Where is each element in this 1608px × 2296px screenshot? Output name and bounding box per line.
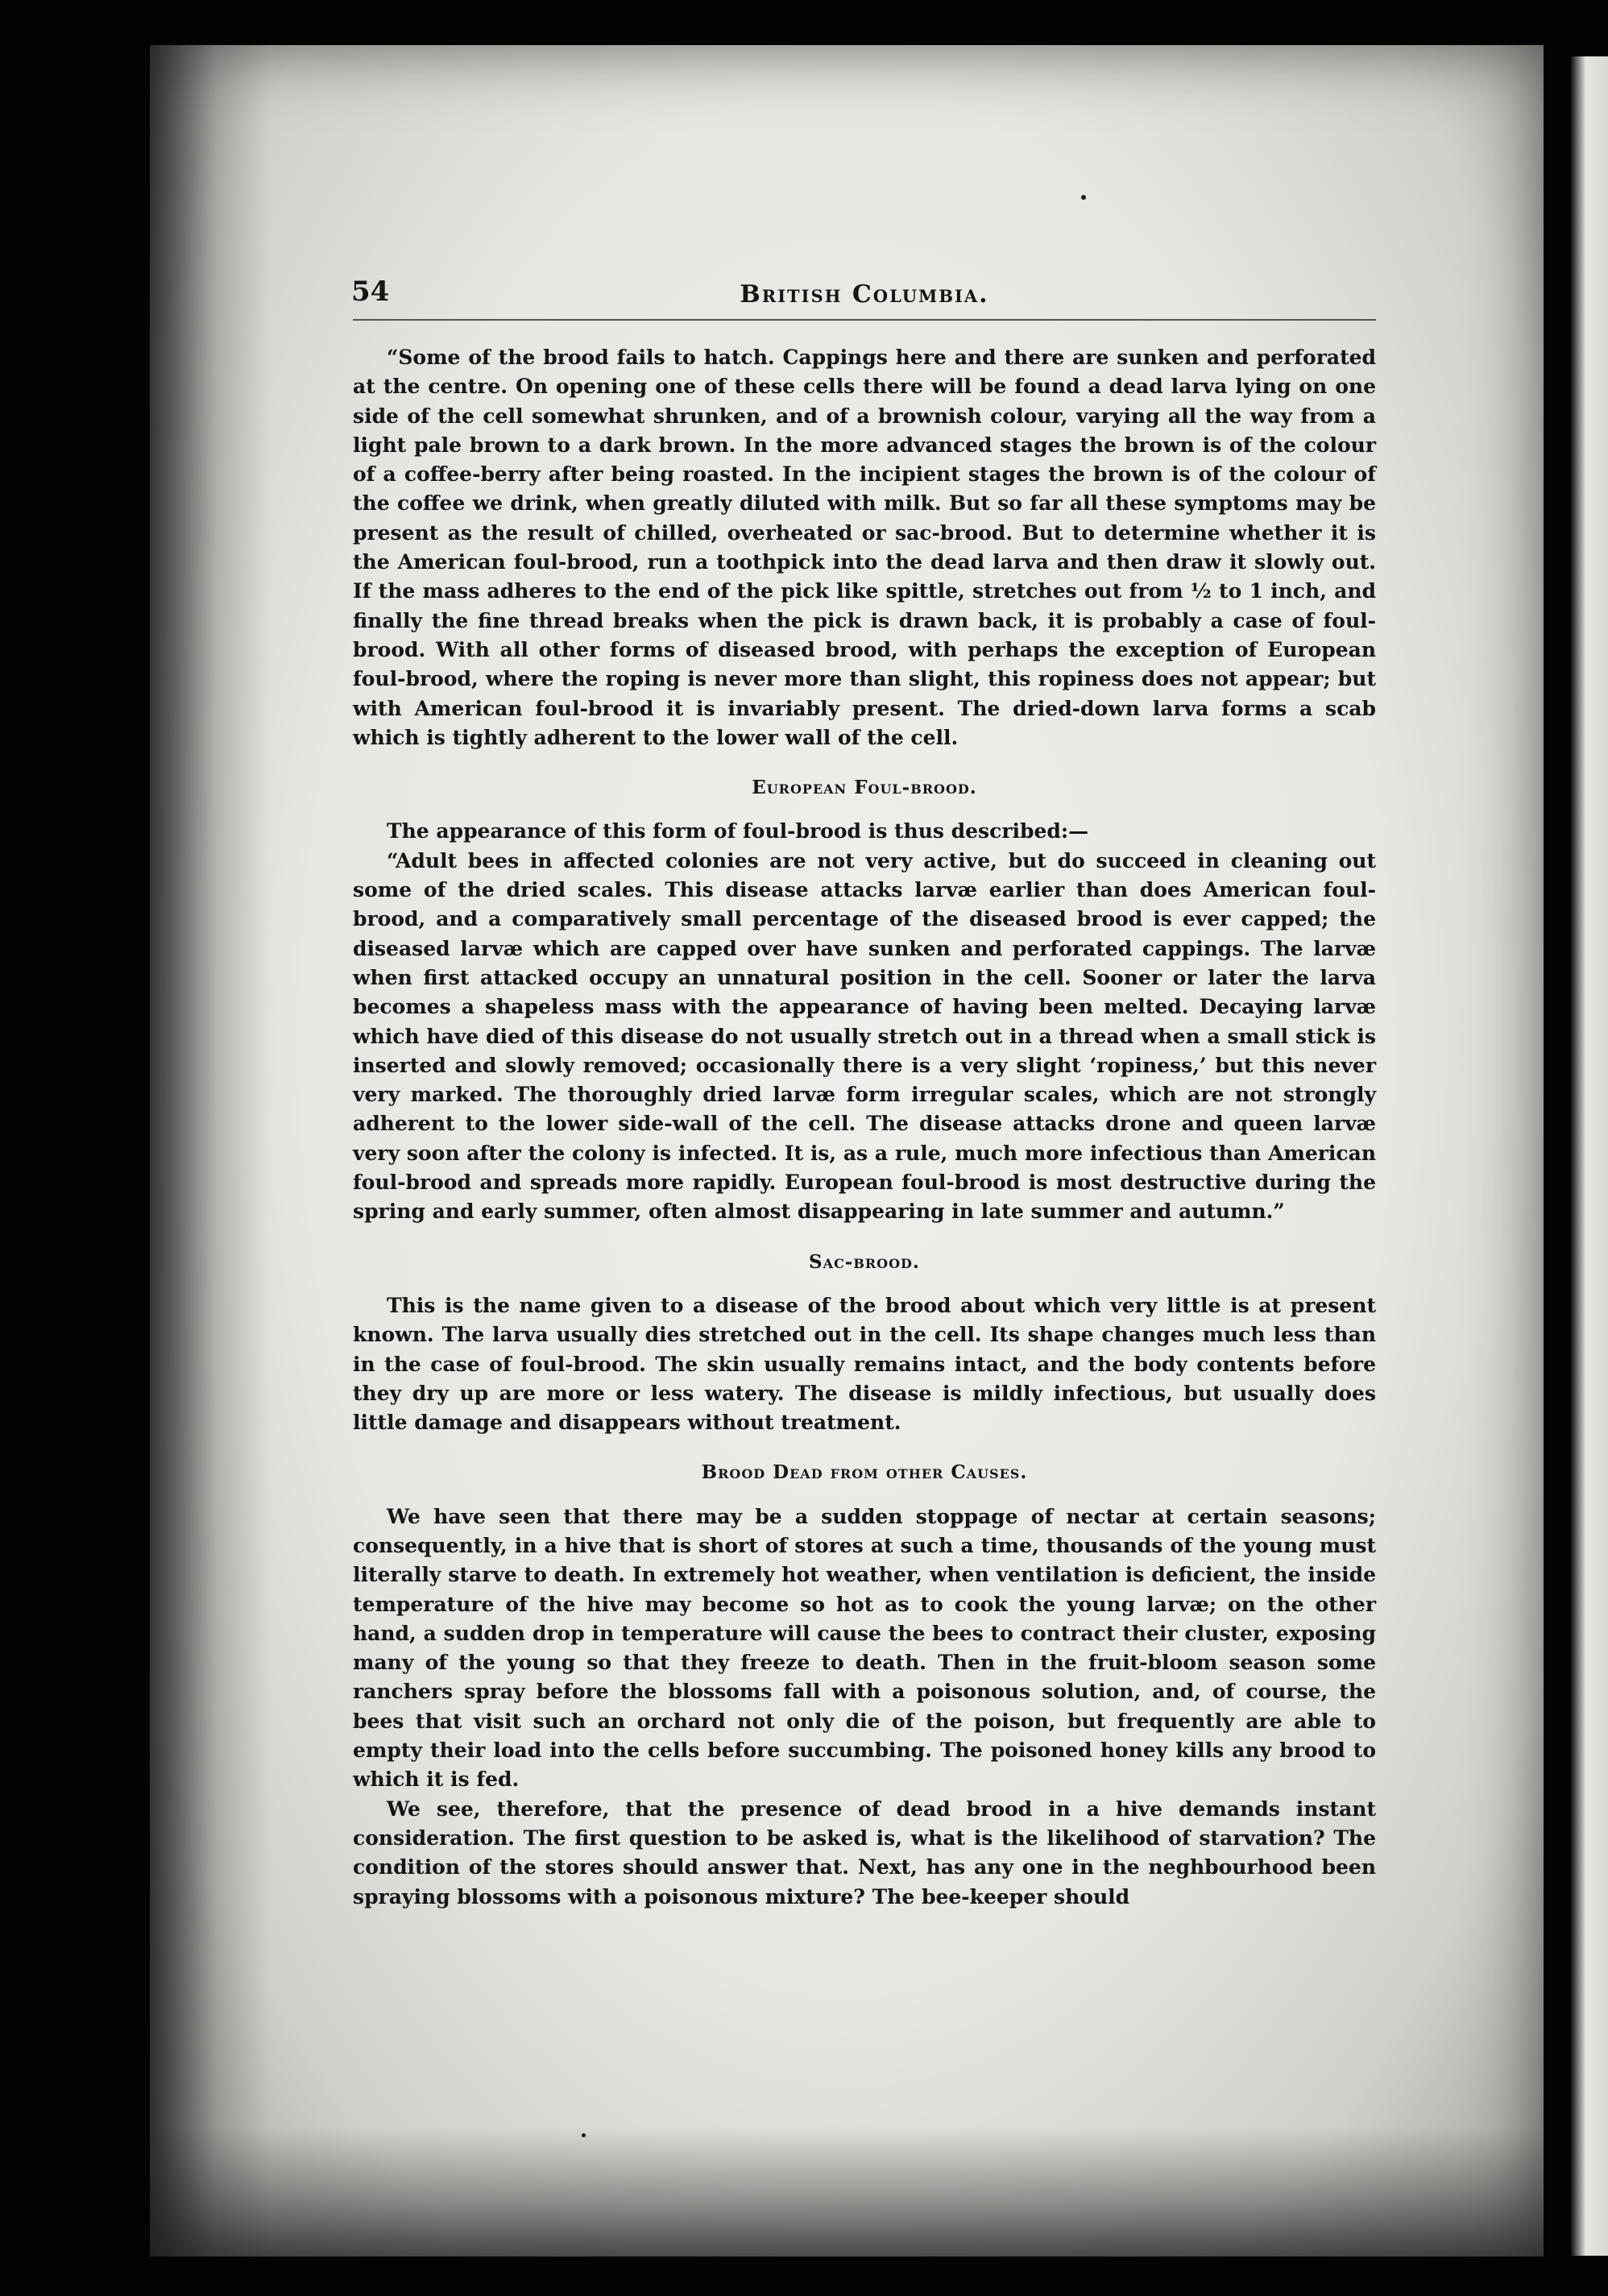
section-heading: European Foul-brood. [752,777,977,799]
running-head [353,274,1376,321]
paragraph: The appearance of this form of foul-brood is thus described:— [387,819,1089,843]
paragraph: “Adult bees in affected colonies are not very active, but do succeed in cleaning out some of the dried scales. This disease attacks larvæ earlier than does American foul-brood, and a comparatively small percentage of the diseased brood is ever capped; the diseased larvæ which are capped over have sunken and perforated cappings. The larvæ when first attacked occupy an unnatural position in the cell. Sooner or later the larva becomes a shapeless mass with the appearance of having been melted. Decaying larvæ which have died of this disease do not usually stretch out in a thread when a small stick is inserted and slowly removed; occasionally there is a very slight ‘ropiness,’ but this never very marked. The thoroughly dried larvæ form irregular scales, which are not strongly adherent to the lower side-wall of the cell. The disease attacks drone and queen larvæ very soon after the colony is infected. It is, as a rule, much more infectious than American foul-brood and spreads more rapidly. European foul-brood is most destructive during the spring and early summer, often almost disappearing in late summer and autumn.” [353,848,1376,1224]
section-heading: Sac-brood. [809,1250,920,1273]
paragraph: We see, therefore, that the presence of dead brood in a hive demands instant consideration. The first question to be asked is, what is the likelihood of starvation? The condition of the stores should answer that. Next, has any one in the neghbourhood been spraying blossoms with a poisonous mixture? The bee-keeper should [353,1797,1376,1908]
section-european-foul-brood [353,773,1376,1226]
section-brood-dead-other-causes [353,1458,1376,1911]
section-sac-brood [353,1248,1376,1438]
section-heading: Brood Dead from other Causes. [701,1461,1028,1484]
paragraph: “Some of the brood fails to hatch. Cappings here and there are sunken and perforated at the centre. On opening one of these cells there will be found a dead larva lying on one side of the cell somewhat shrunken, and of a brownish colour, varying all the way from a light pale brown to a dark brown. In the more advanced stages the brown is of the colour of a coffee-berry after being roasted. In the incipient stages the brown is of the colour of the coffee we drink, when greatly diluted with milk. But so far all these symptoms may be present as the result of chilled, overheated or sac-brood. But to determine whether it is the American foul-brood, run a toothpick into the dead larva and then draw it slowly out. If the mass adheres to the end of the pick like spittle, stretches out from ½ to 1 inch, and finally the fine thread breaks when the pick is drawn back, it is probably a case of foul-brood. With all other forms of diseased brood, with perhaps the exception of European foul-brood, where the roping is never more than slight, this ropiness does not appear; but with American foul-brood it is invariably present. The dried-down larva forms a scab which is tightly adherent to the lower wall of the cell. [353,346,1376,749]
page-text [353,274,1376,1912]
binding-shadow [150,45,271,2257]
bottom-edge-shadow [150,2127,1544,2257]
ink-speck [582,2133,586,2137]
paragraph: This is the name given to a disease of the brood about which very little is at present known. The larva usually dies stretched out in the cell. Its shape changes much less than in the case of foul-brood. The skin usually remains intact, and the body contents before they dry up are more or less watery. The disease is mildly infectious, but usually does little damage and disappears without treatment. [353,1293,1376,1435]
paragraph: We have seen that there may be a sudden stoppage of nectar at certain seasons; consequently, in a hive that is short of stores at such a time, thousands of the young must literally starve to death. In extremely hot weather, when ventilation is deficient, the inside temperature of the hive may become so hot as to cook the young larvæ; on the other hand, a sudden drop in temperature will cause the bees to contract their cluster, exposing many of the young so that they freeze to death. Then in the fruit-bloom season some ranchers spray before the blossoms fall with a poisonous solution, and, of course, the bees that visit such an orchard not only die of the poison, but frequently are able to empty their load into the cells before succumbing. The poisoned honey kills any brood to which it is fed. [353,1504,1376,1792]
section-american-continuation [353,343,1376,752]
facing-page-edge [1571,56,1608,2256]
ink-speck [1081,195,1086,200]
page-number: 54 [351,276,390,308]
running-title: British Columbia. [740,280,989,309]
